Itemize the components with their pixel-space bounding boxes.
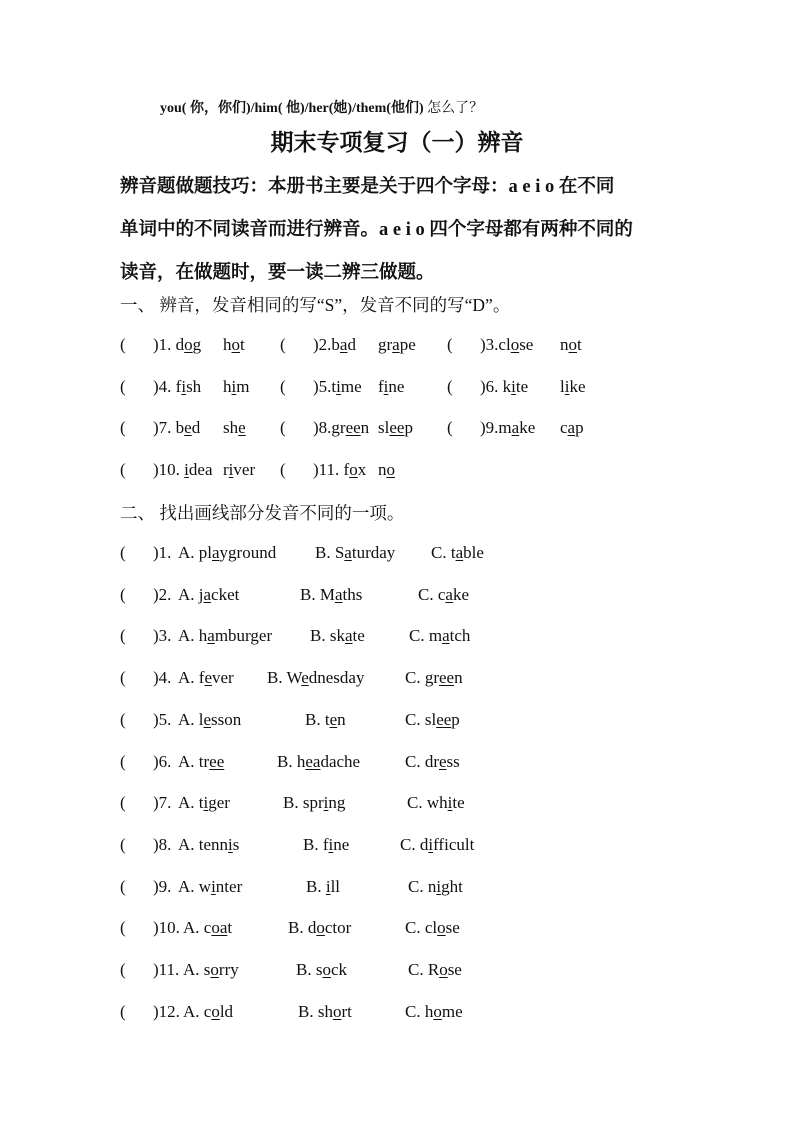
- underlined-letters: o: [568, 335, 577, 354]
- answer-bracket: (: [120, 460, 126, 479]
- tips-line: 读音，在做题时，要一读二辨三做题。: [120, 263, 435, 283]
- word-suffix: sson: [211, 710, 242, 729]
- question-number: )8.: [153, 835, 172, 854]
- word-prefix: )11. f: [313, 460, 350, 479]
- underlined-letters: a: [344, 543, 352, 562]
- word-suffix: ght: [441, 877, 463, 896]
- answer-bracket: (: [120, 585, 126, 604]
- question-row: [120, 460, 680, 484]
- word-suffix: ll: [330, 877, 341, 896]
- word-suffix: ble: [463, 543, 484, 562]
- word-suffix: n: [360, 418, 370, 437]
- question-word: [223, 460, 255, 480]
- underlined-letters: o: [322, 960, 331, 979]
- word-prefix: A. j: [178, 585, 204, 604]
- question-word: [378, 377, 404, 397]
- answer-bracket: (: [447, 418, 453, 437]
- option-c: [407, 793, 465, 813]
- word-suffix: yground: [219, 543, 277, 562]
- word-suffix: d: [191, 418, 201, 437]
- underlined-letters: i: [428, 835, 434, 854]
- word-suffix: mburger: [214, 626, 273, 645]
- word-prefix: B. t: [305, 710, 330, 729]
- word-suffix: cket: [211, 585, 240, 604]
- word-suffix: te: [515, 377, 529, 396]
- question-word: [480, 418, 535, 438]
- question-row: [120, 418, 680, 442]
- choice-row: [120, 1002, 680, 1026]
- option-b: [310, 626, 365, 646]
- choice-row: [120, 668, 680, 692]
- option-b: [305, 710, 346, 730]
- question-word: [153, 335, 201, 355]
- word-prefix: C. gr: [405, 668, 439, 687]
- word-prefix: h: [223, 377, 232, 396]
- option-a: [178, 626, 272, 646]
- word-suffix: p: [404, 418, 413, 437]
- word-suffix: n: [337, 710, 346, 729]
- question-number: )7.: [153, 793, 172, 812]
- word-prefix: B. spr: [283, 793, 324, 812]
- word-suffix: ss: [446, 752, 460, 771]
- option-a: [178, 710, 241, 730]
- option-a: [178, 877, 242, 897]
- answer-bracket: (: [120, 793, 126, 812]
- word-suffix: ger: [208, 793, 230, 812]
- question-word: [480, 335, 533, 355]
- underlined-letters: e: [238, 418, 246, 437]
- word-suffix: n: [454, 668, 463, 687]
- answer-bracket: (: [447, 377, 453, 396]
- option-c: [405, 1002, 463, 1022]
- underlined-letters: o: [349, 460, 358, 479]
- word-prefix: A. h: [178, 626, 208, 645]
- word-suffix: ver: [212, 668, 234, 687]
- option-c: [431, 543, 484, 563]
- underlined-letters: ee: [439, 668, 455, 687]
- word-prefix: c: [560, 418, 568, 437]
- word-prefix: A. tr: [178, 752, 210, 771]
- underlined-letters: i: [231, 377, 237, 396]
- underlined-letters: ea: [305, 752, 321, 771]
- word-prefix: )9.m: [480, 418, 512, 437]
- answer-bracket: (: [120, 626, 126, 645]
- answer-bracket: (: [120, 377, 126, 396]
- choice-row: [120, 752, 680, 776]
- answer-bracket: (: [120, 960, 126, 979]
- answer-bracket: (: [280, 335, 286, 354]
- option-a: [183, 960, 239, 980]
- word-suffix: se: [519, 335, 534, 354]
- underlined-letters: i: [436, 877, 442, 896]
- underlined-letters: e: [203, 710, 212, 729]
- option-a: [183, 1002, 233, 1022]
- underlined-letters: i: [228, 460, 234, 479]
- underlined-letters: i: [211, 877, 216, 896]
- answer-bracket: (: [120, 335, 126, 354]
- option-c: [405, 918, 460, 938]
- option-b: [306, 877, 340, 897]
- underlined-letters: o: [433, 1002, 442, 1021]
- underlined-letters: a: [445, 585, 453, 604]
- top-note-question: 怎么了？: [423, 101, 484, 116]
- choice-row: [120, 877, 680, 901]
- option-a: [178, 543, 276, 563]
- word-suffix: ne: [388, 377, 405, 396]
- question-row: [120, 377, 680, 401]
- question-number: )3.: [153, 626, 172, 645]
- underlined-letters: o: [211, 1002, 220, 1021]
- word-prefix: )10.: [153, 460, 185, 479]
- underlined-letters: i: [323, 793, 329, 812]
- answer-bracket: (: [280, 418, 286, 437]
- option-a: [178, 752, 224, 772]
- question-word: [313, 335, 356, 355]
- underlined-letters: i: [325, 877, 331, 896]
- question-word: [313, 377, 362, 397]
- word-prefix: C. cl: [405, 918, 438, 937]
- word-suffix: p: [451, 710, 460, 729]
- question-word: [153, 460, 213, 480]
- word-prefix: h: [223, 335, 232, 354]
- choice-row: [120, 960, 680, 984]
- word-suffix: te: [352, 626, 365, 645]
- top-note: [160, 97, 483, 117]
- option-c: [405, 710, 460, 730]
- underlined-letters: a: [344, 626, 353, 645]
- underlined-letters: o: [332, 1002, 342, 1021]
- underlined-letters: a: [212, 543, 220, 562]
- question-word: [223, 418, 246, 438]
- answer-bracket: (: [120, 668, 126, 687]
- question-word: [378, 418, 413, 438]
- underlined-letters: o: [386, 460, 395, 479]
- choice-row: [120, 585, 680, 609]
- option-b: [315, 543, 395, 563]
- word-prefix: B. sk: [310, 626, 345, 645]
- question-word: [153, 377, 201, 397]
- underlined-letters: i: [203, 793, 209, 812]
- question-number: )11.: [153, 960, 180, 979]
- word-suffix: rt: [341, 1002, 352, 1021]
- answer-bracket: (: [120, 877, 126, 896]
- underlined-letters: ee: [209, 752, 225, 771]
- word-suffix: t: [240, 335, 245, 354]
- word-suffix: d: [347, 335, 356, 354]
- underlined-letters: o: [316, 918, 325, 937]
- word-suffix: rry: [218, 960, 239, 979]
- word-prefix: A. l: [178, 710, 204, 729]
- question-number: )12.: [153, 1002, 180, 1021]
- underlined-letters: o: [184, 335, 193, 354]
- section1-heading: 一、 辨音，发音相同的写“S”，发音不同的写“D”。: [120, 295, 511, 315]
- word-prefix: )5.t: [313, 377, 337, 396]
- word-prefix: A. tenn: [178, 835, 229, 854]
- underlined-letters: oa: [211, 918, 228, 937]
- underlined-letters: i: [328, 835, 334, 854]
- word-suffix: ne: [333, 835, 350, 854]
- word-suffix: ng: [328, 793, 346, 812]
- word-suffix: ck: [330, 960, 348, 979]
- underlined-letters: e: [204, 668, 212, 687]
- tips-line: 单词中的不同读音而进行辨音。a e i o 四个字母都有两种不同的: [120, 220, 633, 240]
- question-word: [560, 335, 582, 355]
- word-suffix: dnesday: [308, 668, 365, 687]
- answer-bracket: (: [280, 377, 286, 396]
- word-suffix: pe: [399, 335, 416, 354]
- choice-row: [120, 918, 680, 942]
- choice-row: [120, 793, 680, 817]
- word-prefix: )2.b: [313, 335, 340, 354]
- question-number: )4.: [153, 668, 172, 687]
- word-suffix: x: [357, 460, 367, 479]
- word-prefix: B. s: [296, 960, 323, 979]
- question-word: [378, 335, 416, 355]
- option-a: [178, 668, 234, 688]
- word-prefix: C. dr: [405, 752, 439, 771]
- underlined-letters: i: [336, 377, 341, 396]
- underlined-letters: i: [184, 460, 189, 479]
- word-prefix: A. t: [178, 793, 204, 812]
- choice-row: [120, 835, 680, 859]
- underlined-letters: i: [564, 377, 570, 396]
- underlined-letters: ee: [389, 418, 405, 437]
- word-prefix: C. n: [408, 877, 437, 896]
- question-row: [120, 335, 680, 359]
- question-word: [560, 418, 584, 438]
- underlined-letters: i: [181, 377, 187, 396]
- word-prefix: B. S: [315, 543, 345, 562]
- word-prefix: A. f: [178, 668, 205, 687]
- word-suffix: me: [340, 377, 362, 396]
- word-suffix: te: [452, 793, 465, 812]
- underlined-letters: a: [442, 626, 450, 645]
- word-suffix: t: [227, 918, 233, 937]
- word-prefix: gr: [378, 335, 393, 354]
- option-b: [283, 793, 345, 813]
- question-number: )10.: [153, 918, 180, 937]
- word-prefix: C. d: [400, 835, 429, 854]
- option-c: [405, 752, 460, 772]
- underlined-letters: a: [511, 418, 520, 437]
- word-suffix: se: [445, 918, 460, 937]
- word-prefix: n: [560, 335, 569, 354]
- option-a: [178, 585, 239, 605]
- choice-row: [120, 626, 680, 650]
- word-prefix: f: [378, 377, 384, 396]
- word-prefix: B. f: [303, 835, 329, 854]
- word-prefix: sh: [223, 418, 239, 437]
- option-b: [288, 918, 351, 938]
- word-prefix: )7. b: [153, 418, 185, 437]
- underlined-letters: a: [455, 543, 464, 562]
- word-suffix: se: [447, 960, 462, 979]
- word-prefix: r: [223, 460, 229, 479]
- word-prefix: B. h: [277, 752, 306, 771]
- underlined-letters: o: [439, 960, 448, 979]
- option-b: [296, 960, 347, 980]
- underlined-letters: i: [511, 377, 516, 396]
- word-suffix: dea: [188, 460, 213, 479]
- underlined-letters: a: [334, 585, 343, 604]
- underlined-letters: ee: [436, 710, 452, 729]
- underlined-letters: a: [207, 626, 215, 645]
- choice-row: [120, 543, 680, 567]
- option-c: [405, 668, 463, 688]
- word-suffix: ke: [569, 377, 586, 396]
- word-prefix: A. w: [178, 877, 212, 896]
- word-prefix: C. sl: [405, 710, 437, 729]
- option-c: [400, 835, 474, 855]
- word-suffix: ke: [519, 418, 536, 437]
- word-suffix: dache: [320, 752, 361, 771]
- word-prefix: A. c: [183, 918, 212, 937]
- word-prefix: C. t: [431, 543, 456, 562]
- word-prefix: C. h: [405, 1002, 434, 1021]
- tips-paragraph: [120, 166, 680, 295]
- underlined-letters: i: [383, 377, 389, 396]
- answer-bracket: (: [280, 460, 286, 479]
- word-suffix: m: [236, 377, 250, 396]
- word-prefix: A. pl: [178, 543, 212, 562]
- word-suffix: p: [575, 418, 584, 437]
- word-suffix: turday: [351, 543, 396, 562]
- word-prefix: )6. k: [480, 377, 512, 396]
- option-c: [408, 960, 462, 980]
- underlined-letters: a: [339, 335, 348, 354]
- answer-bracket: (: [120, 918, 126, 937]
- word-prefix: )3.cl: [480, 335, 511, 354]
- choice-row: [120, 710, 680, 734]
- question-word: [480, 377, 528, 397]
- answer-bracket: (: [120, 1002, 126, 1021]
- word-suffix: ver: [233, 460, 256, 479]
- word-prefix: )1. d: [153, 335, 185, 354]
- underlined-letters: e: [439, 752, 447, 771]
- word-prefix: B.: [306, 877, 326, 896]
- question-word: [313, 418, 369, 438]
- word-prefix: A. c: [183, 1002, 212, 1021]
- underlined-letters: a: [392, 335, 400, 354]
- underlined-letters: i: [228, 835, 233, 854]
- underlined-letters: o: [210, 960, 219, 979]
- section2-heading: 二、 找出画线部分发音不同的一项。: [120, 503, 405, 523]
- question-number: )2.: [153, 585, 172, 604]
- answer-bracket: (: [120, 710, 126, 729]
- underlined-letters: o: [437, 918, 446, 937]
- option-b: [298, 1002, 352, 1022]
- word-prefix: C. wh: [407, 793, 448, 812]
- underlined-letters: e: [184, 418, 192, 437]
- word-prefix: B. d: [288, 918, 317, 937]
- answer-bracket: (: [120, 418, 126, 437]
- question-word: [223, 335, 245, 355]
- question-word: [153, 418, 200, 438]
- option-a: [178, 793, 230, 813]
- top-note-text: you( 你，你们)/him( 他)/her(她)/them(他们): [160, 101, 424, 116]
- underlined-letters: a: [203, 585, 212, 604]
- question-number: )6.: [153, 752, 172, 771]
- word-prefix: )4. f: [153, 377, 182, 396]
- word-prefix: C. c: [418, 585, 446, 604]
- word-suffix: t: [577, 335, 582, 354]
- word-suffix: s: [232, 835, 240, 854]
- question-word: [378, 460, 395, 480]
- word-prefix: l: [560, 377, 565, 396]
- underlined-letters: o: [231, 335, 240, 354]
- option-a: [178, 835, 239, 855]
- option-b: [303, 835, 349, 855]
- word-suffix: me: [441, 1002, 463, 1021]
- question-number: )1.: [153, 543, 172, 562]
- option-b: [277, 752, 360, 772]
- question-word: [560, 377, 586, 397]
- question-number: )9.: [153, 877, 172, 896]
- word-prefix: B. W: [267, 668, 302, 687]
- word-prefix: sl: [378, 418, 390, 437]
- option-b: [267, 668, 364, 688]
- question-number: )5.: [153, 710, 172, 729]
- word-prefix: C. m: [409, 626, 443, 645]
- option-c: [409, 626, 470, 646]
- underlined-letters: e: [301, 668, 309, 687]
- tips-line: 辨音题做题技巧：本册书主要是关于四个字母：a e i o 在不同: [120, 177, 615, 197]
- underlined-letters: e: [329, 710, 338, 729]
- word-prefix: A. s: [183, 960, 211, 979]
- underlined-letters: ee: [345, 418, 361, 437]
- word-suffix: tch: [449, 626, 471, 645]
- answer-bracket: (: [120, 543, 126, 562]
- option-c: [418, 585, 469, 605]
- answer-bracket: (: [120, 835, 126, 854]
- answer-bracket: (: [447, 335, 453, 354]
- underlined-letters: a: [567, 418, 576, 437]
- word-suffix: fficult: [433, 835, 475, 854]
- word-suffix: g: [192, 335, 202, 354]
- word-prefix: )8.gr: [313, 418, 346, 437]
- word-prefix: C. R: [408, 960, 440, 979]
- page-title: 期末专项复习（一）辨音: [270, 130, 524, 155]
- word-prefix: B. M: [300, 585, 335, 604]
- answer-bracket: (: [120, 752, 126, 771]
- word-suffix: nter: [215, 877, 243, 896]
- word-suffix: sh: [186, 377, 202, 396]
- option-b: [300, 585, 362, 605]
- word-prefix: n: [378, 460, 387, 479]
- option-a: [183, 918, 232, 938]
- question-word: [313, 460, 366, 480]
- word-suffix: ctor: [324, 918, 352, 937]
- question-word: [223, 377, 249, 397]
- word-prefix: B. sh: [298, 1002, 333, 1021]
- word-suffix: ld: [219, 1002, 234, 1021]
- word-suffix: ke: [452, 585, 469, 604]
- underlined-letters: i: [447, 793, 453, 812]
- word-suffix: ths: [342, 585, 363, 604]
- underlined-letters: o: [510, 335, 520, 354]
- option-c: [408, 877, 463, 897]
